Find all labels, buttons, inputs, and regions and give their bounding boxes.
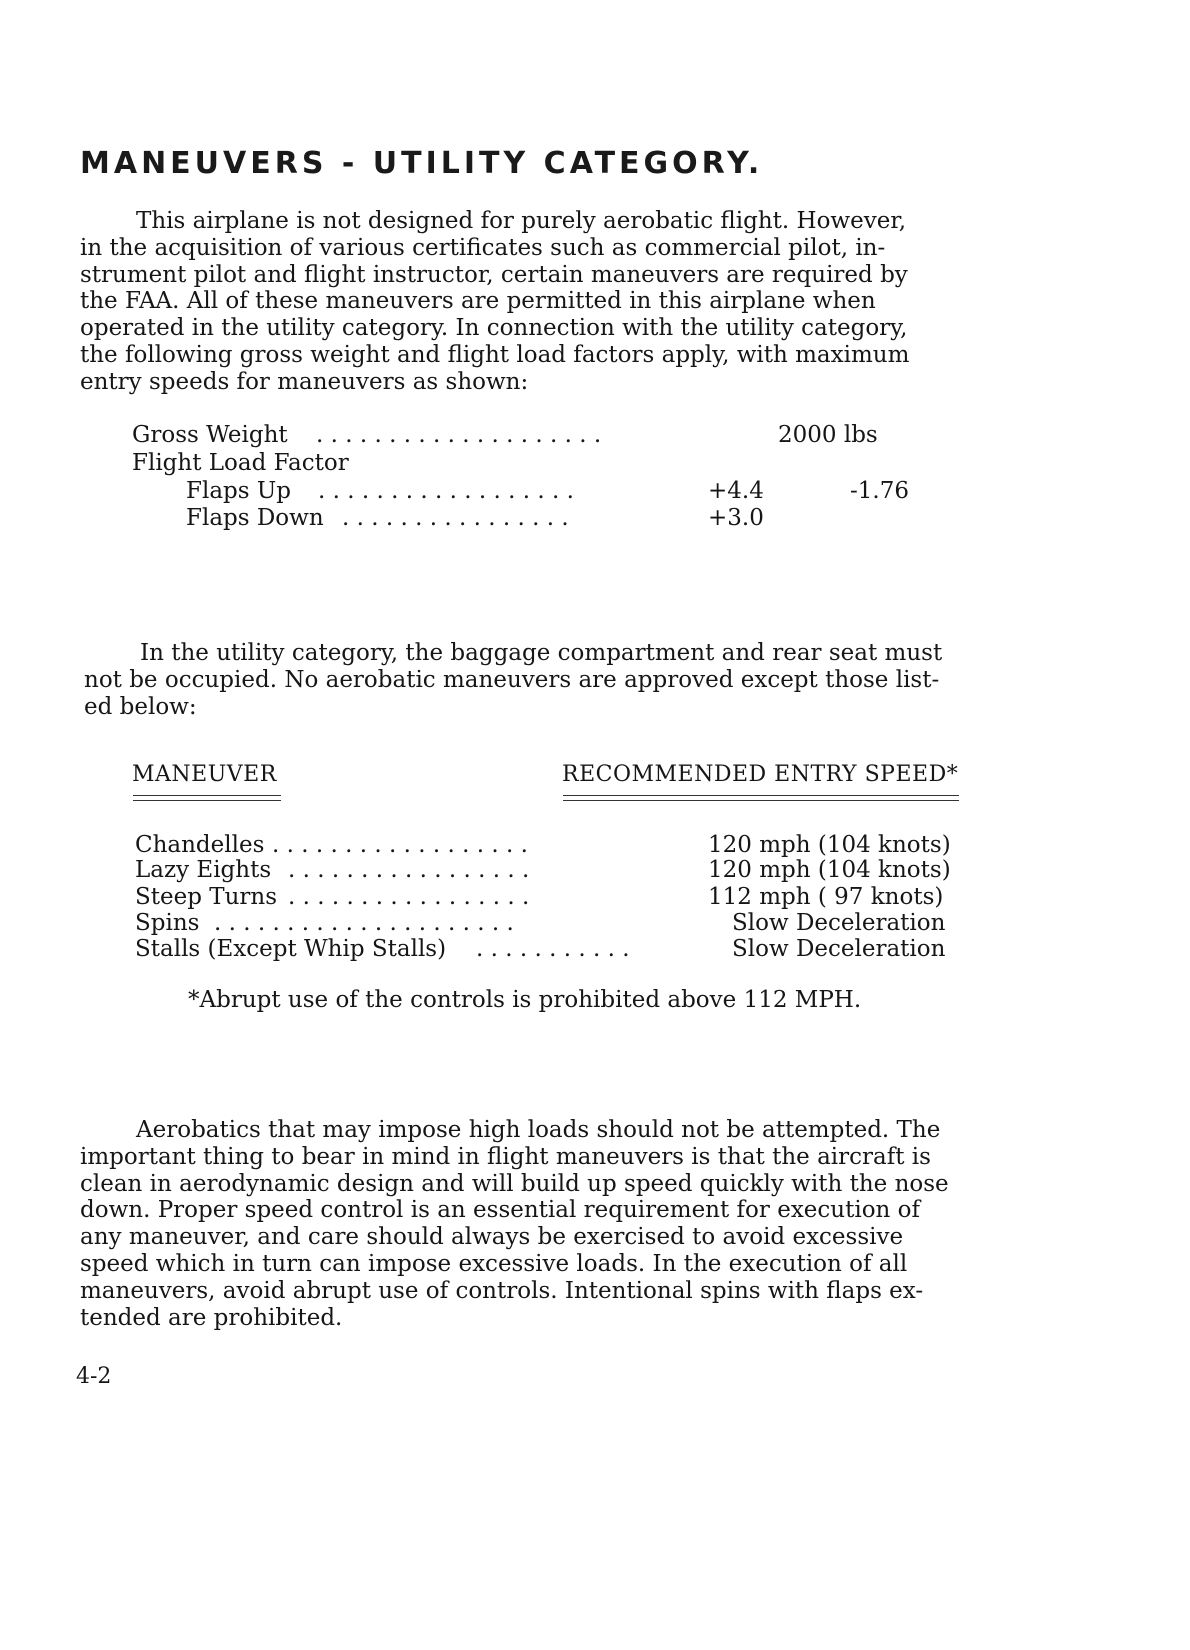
flaps-up-label: Flaps Up xyxy=(186,478,291,504)
header-underline xyxy=(133,800,281,801)
utility-paragraph xyxy=(84,640,942,720)
dot-leader: . . . . . . . . . . . . . . . . . xyxy=(288,857,530,883)
entry-speed: 120 mph (104 knots) xyxy=(708,857,951,883)
paragraph-line: not be occupied. No aerobatic maneuvers are approved except those list- xyxy=(84,666,940,693)
paragraph-line: strument pilot and flight instructor, certain maneuvers are required by xyxy=(80,261,908,288)
paragraph-line: In the utility category, the baggage compartment and rear seat must xyxy=(140,640,943,666)
entry-speed: Slow Deceleration xyxy=(732,936,946,962)
speed-column-header: RECOMMENDED ENTRY SPEED* xyxy=(562,762,959,787)
paragraph-line: any maneuver, and care should always be exercised to avoid excessive xyxy=(80,1224,904,1251)
gross-weight-value: 2000 lbs xyxy=(778,422,878,448)
maneuver-name: Stalls (Except Whip Stalls) xyxy=(135,936,447,962)
entry-speed: Slow Deceleration xyxy=(732,910,946,936)
paragraph-line: important thing to bear in mind in flight maneuvers is that the aircraft is xyxy=(80,1143,931,1170)
dot-leader: . . . . . . . . . . . . . . . . . . xyxy=(272,832,528,858)
maneuver-name: Spins xyxy=(135,910,200,936)
paragraph-line: entry speeds for maneuvers as shown: xyxy=(80,368,529,395)
paragraph-line: clean in aerodynamic design and will build up speed quickly with the nose xyxy=(80,1170,949,1197)
paragraph-line: This airplane is not designed for purely aerobatic flight. However, xyxy=(136,208,907,234)
paragraph-line: the following gross weight and flight load factors apply, with maximum xyxy=(80,341,910,368)
dot-leader: . . . . . . . . . . . . . . . . . xyxy=(288,884,530,910)
flaps-down-value: +3.0 xyxy=(708,505,764,531)
paragraph-line: maneuvers, avoid abrupt use of controls. Intentional spins with flaps ex- xyxy=(80,1277,924,1304)
entry-speed: 120 mph (104 knots) xyxy=(708,832,951,858)
aerobatics-paragraph xyxy=(80,1117,949,1331)
maneuver-name: Steep Turns xyxy=(135,884,278,910)
paragraph-line: operated in the utility category. In connection with the utility category, xyxy=(80,315,908,342)
intro-paragraph xyxy=(80,208,909,396)
paragraph-line: the FAA. All of these maneuvers are permitted in this airplane when xyxy=(80,288,876,315)
header-underline xyxy=(563,800,959,801)
gross-weight-label: Gross Weight xyxy=(132,422,288,448)
page-number: 4-2 xyxy=(76,1364,112,1389)
paragraph-line: tended are prohibited. xyxy=(80,1304,343,1331)
dot-leader: . . . . . . . . . . . . . . . . . . . . xyxy=(316,422,602,448)
flaps-up-negative-value: -1.76 xyxy=(850,478,909,504)
footnote: *Abrupt use of the controls is prohibited above 112 MPH. xyxy=(188,987,862,1013)
header-underline xyxy=(563,795,959,796)
dot-leader: . . . . . . . . . . . . . . . . xyxy=(342,505,569,531)
dot-leader: . . . . . . . . . . . xyxy=(476,936,630,962)
dot-leader: . . . . . . . . . . . . . . . . . . xyxy=(318,478,574,504)
paragraph-line: down. Proper speed control is an essential requirement for execution of xyxy=(80,1197,921,1224)
paragraph-line: Aerobatics that may impose high loads should not be attempted. The xyxy=(136,1117,941,1143)
dot-leader: . . . . . . . . . . . . . . . . . . . . . xyxy=(214,910,514,936)
flaps-down-label: Flaps Down xyxy=(186,505,324,531)
flaps-up-value: +4.4 xyxy=(708,478,764,504)
header-underline xyxy=(133,795,281,796)
maneuver-name: Chandelles xyxy=(135,832,265,858)
page-title: MANEUVERS - UTILITY CATEGORY. xyxy=(80,146,764,181)
entry-speed: 112 mph ( 97 knots) xyxy=(708,884,944,910)
maneuver-name: Lazy Eights xyxy=(135,857,272,883)
maneuver-column-header: MANEUVER xyxy=(132,762,277,787)
paragraph-line: in the acquisition of various certificates such as commercial pilot, in- xyxy=(80,234,886,261)
paragraph-line: ed below: xyxy=(84,693,197,720)
paragraph-line: speed which in turn can impose excessive loads. In the execution of all xyxy=(80,1250,908,1277)
load-factor-label: Flight Load Factor xyxy=(132,450,349,476)
